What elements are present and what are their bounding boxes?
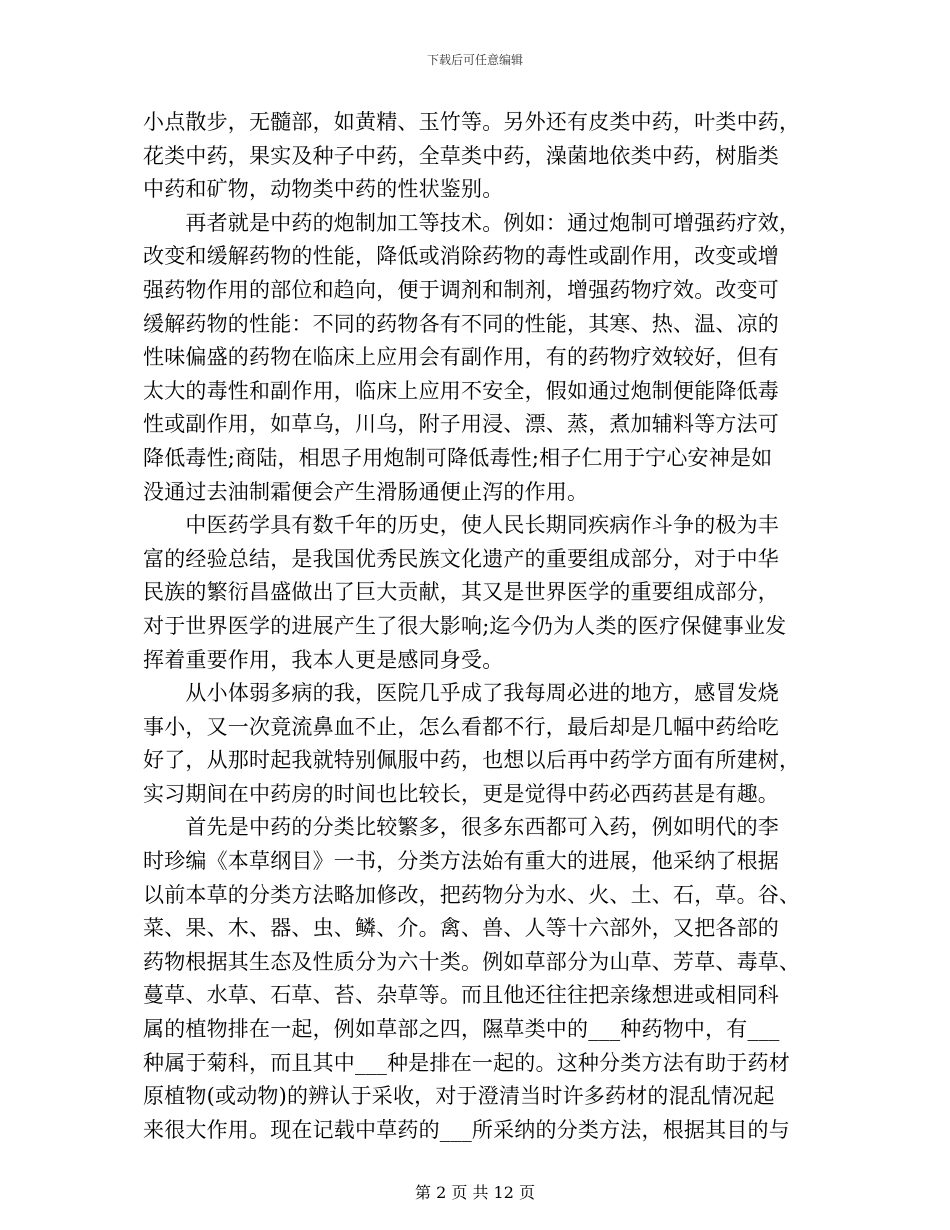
text-line: 时珍编《本草纲目》一书，分类方法始有重大的进展，他采纳了根据 [143, 849, 779, 874]
text-line: 药物根据其生态及性质分为六十类。例如草部分为山草、芳草、毒草、 [143, 949, 801, 974]
text-line: 中医药学具有数千年的历史，使人民长期同疾病作斗争的极为丰 [143, 513, 779, 538]
text-line: 太大的毒性和副作用，临床上应用不安全，假如通过炮制便能降低毒 [143, 378, 779, 403]
text-line: 对于世界医学的进展产生了很大影响;迄今仍为人类的医疗保健事业发 [143, 613, 787, 638]
text-line: 花类中药，果实及种子中药，全草类中药，澡菌地依类中药，树脂类 [143, 143, 779, 168]
text-line: 实习期间在中药房的时间也比较长，更是觉得中药必西药甚是有趣。 [143, 781, 779, 806]
text-line: 性味偏盛的药物在临床上应用会有副作用，有的药物疗效较好，但有 [143, 345, 779, 370]
text-line: 富的经验总结，是我国优秀民族文化遗产的重要组成部分，对于中华 [143, 546, 779, 571]
text-line: 属的植物排在一起，例如草部之四，隰草类中的___种药物中，有___ [143, 1017, 780, 1042]
text-line: 缓解药物的性能：不同的药物各有不同的性能，其寒、热、温、凉的 [143, 311, 779, 336]
text-line: 中药和矿物，动物类中药的性状鉴别。 [143, 177, 504, 202]
text-line: 来很大作用。现在记载中草药的___所采纳的分类方法，根据其目的与 [143, 1117, 790, 1142]
page-header: 下载后可任意编辑 [426, 53, 523, 67]
page-number-footer: 第 2 页 共 12 页 [415, 1183, 535, 1202]
text-line: 性或副作用，如草乌，川乌，附子用浸、漂、蒸，煮加辅料等方法可 [143, 412, 779, 437]
text-line: 原植物(或动物)的辨认于采收，对于澄清当时许多药材的混乱情况起 [143, 1084, 775, 1109]
text-line: 挥着重要作用，我本人更是感同身受。 [143, 647, 504, 672]
text-line: 小点散步，无髓部，如黄精、玉竹等。另外还有皮类中药，叶类中药， [143, 110, 801, 134]
text-line: 再者就是中药的炮制加工等技术。例如：通过炮制可增强药疗效， [143, 210, 801, 235]
text-line: 从小体弱多病的我，医院几乎成了我每周必进的地方，感冒发烧 [143, 681, 779, 706]
text-line: 强药物作用的部位和趋向，便于调剂和制剂，增强药物疗效。改变可 [143, 277, 779, 302]
text-line: 改变和缓解药物的性能，降低或消除药物的毒性或副作用，改变或增 [143, 244, 779, 269]
text-line: 菜、果、木、器、虫、鳞、介。禽、兽、人等十六部外，又把各部的 [143, 916, 779, 941]
text-line: 以前本草的分类方法略加修改，把药物分为水、火、土、石，草。谷、 [143, 882, 801, 907]
text-line: 好了，从那时起我就特别佩服中药，也想以后再中药学方面有所建树， [143, 748, 801, 773]
text-line: 没通过去油制霜便会产生滑肠通便止泻的作用。 [143, 479, 589, 504]
text-line: 事小，又一次竟流鼻血不止，怎么看都不行，最后却是几幅中药给吃 [143, 714, 779, 739]
document-body [143, 106, 807, 1147]
text-line: 种属于菊科，而且其中___种是排在一起的。这种分类方法有助于药材 [143, 1050, 790, 1075]
text-line: 民族的繁衍昌盛做出了巨大贡献，其又是世界医学的重要组成部分， [143, 580, 779, 605]
text-line: 降低毒性;商陆，相思子用炮制可降低毒性;相子仁用于宁心安神是如 [143, 445, 773, 470]
text-line: 首先是中药的分类比较繁多，很多东西都可入药，例如明代的李 [143, 815, 779, 840]
text-line: 蔓草、水草、石草、苔、杂草等。而且他还往往把亲缘想进或相同科 [143, 983, 779, 1008]
